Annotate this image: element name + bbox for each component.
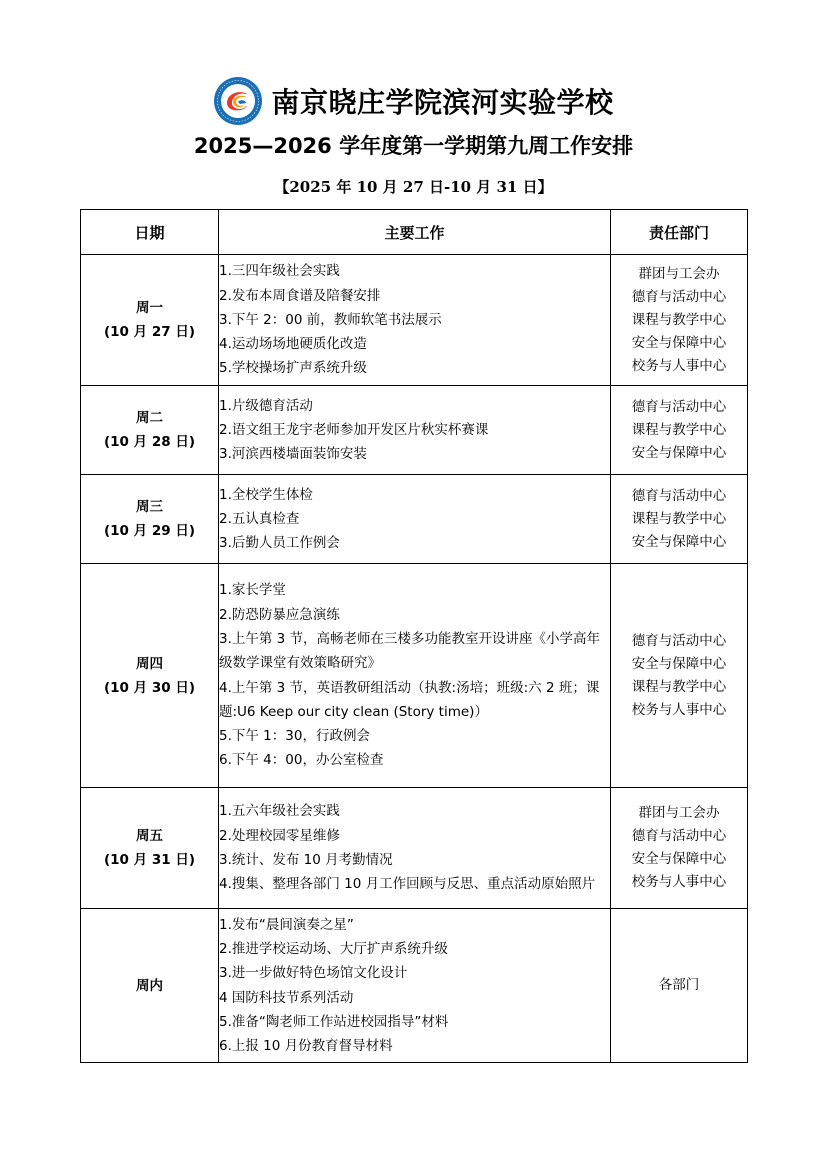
department-item: 安全与保障中心 — [631, 334, 727, 351]
department-cell — [611, 788, 748, 909]
table-row — [81, 909, 748, 1063]
department-item: 安全与保障中心 — [631, 533, 727, 550]
day-cell — [81, 475, 219, 564]
department-item: 课程与教学中心 — [631, 311, 727, 328]
weekday-label: 周三 — [136, 499, 163, 515]
task-item: 4.搜集、整理各部门 10 月工作回顾与反思、重点活动原始照片 — [219, 876, 596, 893]
task-item: 2.推进学校运动场、大厅扩声系统升级 — [219, 940, 448, 957]
department-item: 课程与教学中心 — [631, 421, 727, 438]
task-item: 2.发布本周食谱及陪餐安排 — [219, 287, 381, 304]
department-item: 校务与人事中心 — [631, 357, 727, 374]
task-item: 5.学校操场扩声系统升级 — [219, 360, 367, 377]
department-cell — [611, 386, 748, 475]
date-label: (10 月 31 日) — [103, 852, 195, 868]
department-item: 群团与工会办 — [638, 265, 720, 282]
weekday-label: 周五 — [136, 828, 163, 844]
department-item: 群团与工会办 — [638, 805, 720, 821]
department-cell — [611, 564, 748, 788]
task-item: 6.下午 4：00，办公室检查 — [219, 752, 384, 769]
schedule-table — [80, 209, 748, 1063]
column-header-main-work: 主要工作 — [219, 210, 611, 255]
task-item: 2.五认真检查 — [219, 510, 300, 527]
date-range: 【2025 年 10 月 27 日-10 月 31 日】 — [274, 178, 553, 196]
main-work-cell — [219, 564, 611, 788]
task-item: 1.家长学堂 — [219, 582, 286, 599]
department-item: 课程与教学中心 — [631, 678, 727, 695]
date-label: (10 月 28 日) — [103, 434, 195, 450]
department-item: 校务与人事中心 — [631, 701, 727, 718]
day-cell — [81, 564, 219, 788]
department-item: 课程与教学中心 — [631, 510, 727, 527]
task-item: 4.运动场场地硬质化改造 — [219, 336, 367, 353]
task-item: 1.发布“晨间演奏之星” — [219, 916, 354, 933]
task-item: 3.进一步做好特色场馆文化设计 — [219, 965, 408, 982]
school-header — [0, 78, 827, 124]
department-item: 各部门 — [658, 977, 700, 993]
weekday-label: 周一 — [136, 300, 163, 316]
task-item: 1.全校学生体检 — [219, 486, 313, 503]
day-cell — [81, 386, 219, 475]
table-row — [81, 255, 748, 386]
main-work-cell — [219, 788, 611, 909]
task-item: 3.后勤人员工作例会 — [219, 535, 340, 552]
department-item: 安全与保障中心 — [631, 444, 727, 461]
school-emblem-icon — [213, 76, 263, 126]
department-item: 安全与保障中心 — [631, 851, 727, 867]
document-title: 2025—2026 学年度第一学期第九周工作安排 — [193, 134, 634, 158]
department-item: 校务与人事中心 — [631, 874, 727, 890]
main-work-cell — [219, 255, 611, 386]
task-item: 5.准备“陶老师工作站进校园指导”材料 — [219, 1013, 449, 1030]
department-cell — [611, 475, 748, 564]
main-work-cell — [219, 909, 611, 1063]
weekday-label: 周四 — [136, 655, 163, 672]
column-header-date: 日期 — [81, 210, 219, 255]
task-item: 1.五六年级社会实践 — [219, 803, 340, 820]
department-cell — [611, 909, 748, 1063]
date-label: (10 月 27 日) — [103, 324, 195, 340]
department-item: 德育与活动中心 — [631, 398, 727, 415]
day-cell — [81, 255, 219, 386]
task-item: 2.语文组王龙宇老师参加开发区片秋实杯赛课 — [219, 421, 489, 438]
task-item: 3.下午 2：00 前，教师软笔书法展示 — [219, 311, 442, 328]
task-item: 6.上报 10 月份教育督导材料 — [219, 1038, 393, 1055]
department-item: 安全与保障中心 — [631, 655, 727, 672]
weekday-label: 周二 — [136, 410, 163, 426]
weekday-label: 周内 — [136, 977, 163, 994]
task-item: 5.下午 1：30，行政例会 — [219, 728, 370, 745]
task-item: 3.河滨西楼墙面装饰安装 — [219, 446, 367, 463]
department-item: 德育与活动中心 — [631, 632, 727, 649]
department-item: 德育与活动中心 — [631, 288, 727, 305]
task-item: 1.三四年级社会实践 — [219, 263, 340, 280]
day-cell — [81, 909, 219, 1063]
main-work-cell — [219, 475, 611, 564]
table-row — [81, 386, 748, 475]
task-item: 3.统计、发布 10 月考勤情况 — [219, 852, 393, 868]
task-item: 2.处理校园零星维修 — [219, 827, 340, 844]
date-label: (10 月 30 日) — [103, 679, 195, 696]
table-row — [81, 564, 748, 788]
task-item: 4.上午第 3 节，英语教研组活动（执教:汤培；班级:六 2 班；课题:U6 Keep our city clean (Story time)） — [219, 679, 600, 720]
school-name: 南京晓庄学院滨河实验学校 — [271, 86, 614, 119]
table-row — [81, 788, 748, 909]
task-item: 3.上午第 3 节，高畅老师在三楼多功能教室开设讲座《小学高年级数学课堂有效策略研究》 — [219, 630, 601, 672]
date-label: (10 月 29 日) — [103, 523, 195, 539]
main-work-cell — [219, 386, 611, 475]
day-cell — [81, 788, 219, 909]
department-cell — [611, 255, 748, 386]
table-header-row — [81, 210, 748, 255]
task-item: 1.片级德育活动 — [219, 397, 313, 414]
department-item: 德育与活动中心 — [631, 487, 727, 504]
department-item: 德育与活动中心 — [631, 828, 727, 844]
task-item: 2.防恐防暴应急演练 — [219, 606, 340, 623]
column-header-department: 责任部门 — [611, 210, 748, 255]
task-item: 4 国防科技节系列活动 — [219, 989, 354, 1006]
table-row — [81, 475, 748, 564]
